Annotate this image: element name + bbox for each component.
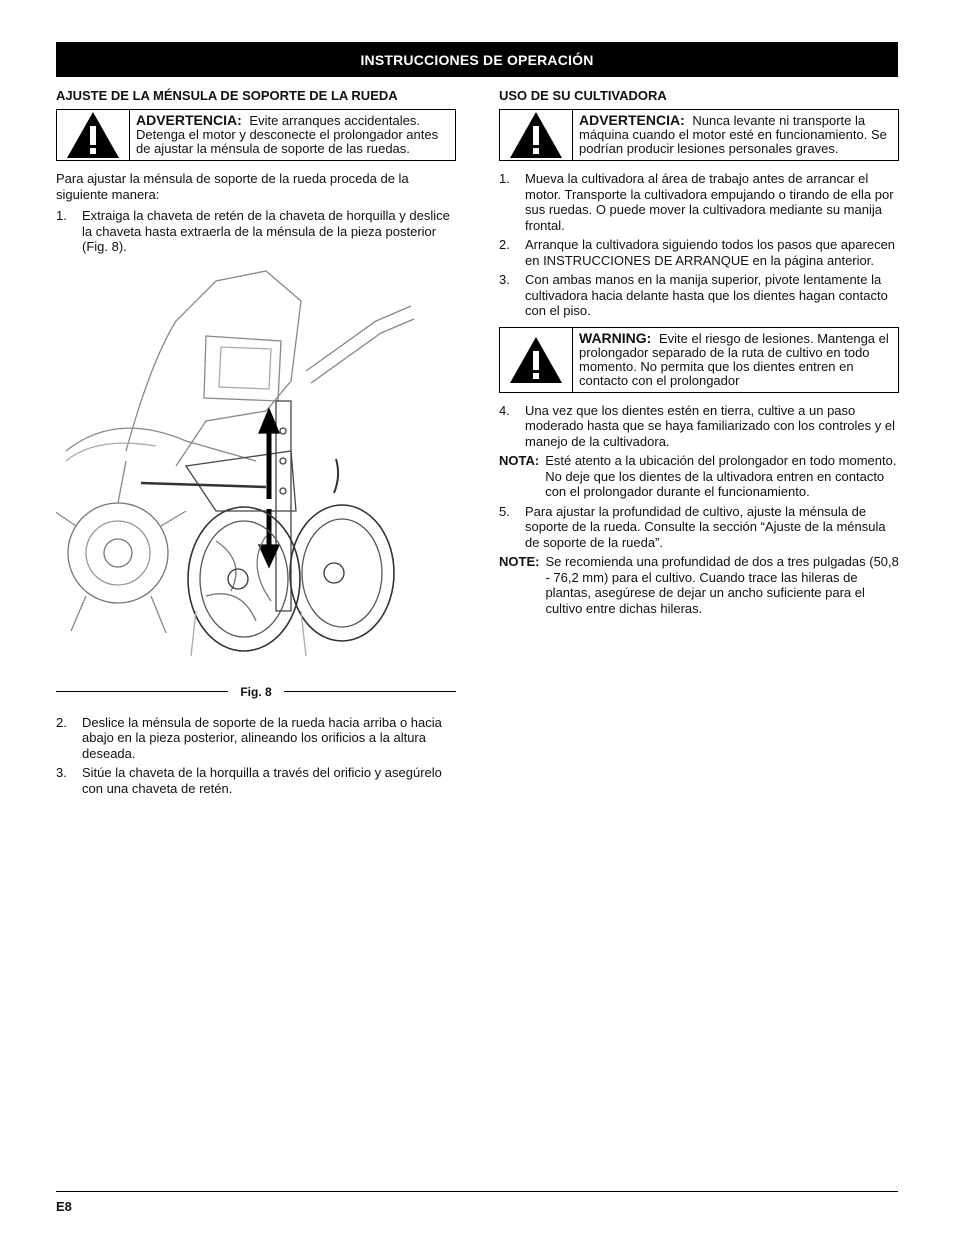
list-item: 3. Sitúe la chaveta de la horquilla a través del orificio y asegúrelo con una chaveta de retén.: [56, 765, 442, 796]
warning-body: Evite el riesgo de lesiones. Mantenga el prolongador separado de la ruta de cultivo en todo momento. No permita que los dientes entren en contacto con el prolongador: [579, 330, 889, 388]
warning-triangle-icon: [500, 328, 573, 392]
warning-box-lifting: [499, 109, 899, 161]
warning-text: [573, 328, 898, 392]
figure-caption: Fig. 8: [56, 685, 456, 699]
tiller-wheel-bracket-illustration: [56, 261, 456, 681]
warning-triangle-icon: [500, 110, 573, 160]
left-heading: AJUSTE DE LA MÉNSULA DE SOPORTE DE LA RUEDA: [56, 88, 398, 103]
warning-body: Nunca levante ni transporte la máquina cuando el motor esté en funcionamiento. Se podrían producir lesiones personales graves.: [579, 113, 887, 156]
list-item: 4. Una vez que los dientes estén en tierra, cultive a un paso moderado hasta que se haya familiarizado con los controles y el manejo de la cultivadora.: [499, 402, 895, 449]
list-item: 2. Arranque la cultivadora siguiendo todos los pasos que aparecen en INSTRUCCIONES DE ARRANQUE en la página anterior.: [499, 237, 896, 268]
section-banner: INSTRUCCIONES DE OPERACIÓN: [56, 42, 898, 77]
page-number: E8: [56, 1199, 72, 1214]
warning-label: WARNING:: [579, 329, 652, 346]
list-item: 1. Extraiga la chaveta de retén de la chaveta de horquilla y deslice la chaveta hasta extraerla de la ménsula de la pieza posterior (Fig. 8).: [56, 208, 450, 254]
footer-rule: [56, 1191, 898, 1192]
intro-paragraph: Para ajustar la ménsula de soporte de la rueda proceda de la siguiente manera:: [56, 171, 409, 202]
list-item: 1. Mueva la cultivadora al área de trabajo antes de arrancar el motor. Transporte la cultivadora empujando o tirando de ella por sus ruedas. O puede mover la cultivadora mediante su manija frontal.: [499, 171, 894, 233]
warning-box-accidental-start: [56, 109, 456, 161]
warning-label: ADVERTENCIA:: [136, 112, 242, 128]
left-column: [56, 88, 456, 800]
warning-box-extension-cord: [499, 327, 899, 393]
list-item: 5. Para ajustar la profundidad de cultivo, ajuste la ménsula de soporte de la rueda. Consulte la sección “Ajuste de la ménsula de soporte de la rueda”.: [499, 503, 886, 550]
warning-label: ADVERTENCIA:: [579, 112, 685, 128]
warning-triangle-icon: [57, 110, 130, 160]
warning-body: Evite arranques accidentales. Detenga el motor y desconecte el prolongador antes de ajustar la ménsula de soporte de las ruedas.: [136, 113, 439, 156]
warning-text: [573, 110, 898, 160]
warning-text: [130, 110, 455, 160]
right-heading: USO DE SU CULTIVADORA: [499, 88, 667, 103]
note-paragraph: NOTA: Esté atento a la ubicación del prolongador en todo momento. No deje que los dientes de la ultivadora entren en contacto con el prolongador durante el funcionamiento.: [499, 453, 897, 499]
list-item: 3. Con ambas manos en la manija superior, pivote lentamente la cultivadora hacia delante hasta que los dientes hagan contacto con el piso.: [499, 272, 888, 318]
list-item: 2. Deslice la ménsula de soporte de la rueda hacia arriba o hacia abajo en la pieza posterior, alineando los orificios a la altura deseada.: [56, 714, 442, 761]
right-column: [499, 88, 899, 620]
note-paragraph: NOTE: Se recomienda una profundidad de dos a tres pulgadas (50,8 - 76,2 mm) para el cultivo. Cuando trace las hileras de plantas, asegúrese de dejar un ancho suficiente para el cultivo entre dichas hileras.: [499, 554, 899, 616]
